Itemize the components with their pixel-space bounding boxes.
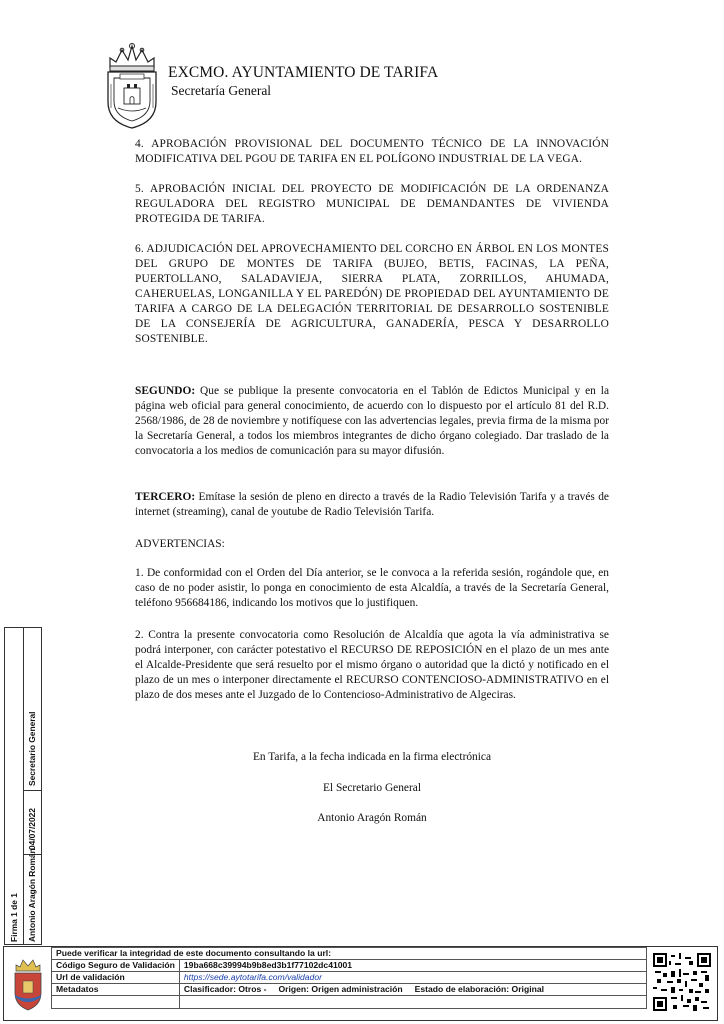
segundo-paragraph [135,384,609,459]
coat-of-arms-icon [100,38,164,130]
agenda-item-4: 4. APROBACIÓN PROVISIONAL DEL DOCUMENTO TÉCNICO DE LA INNOVACIÓN MODIFICATIVA DEL PGOU DE TARIFA EN EL POLÍGONO INDUSTRIAL DE LA VEGA. [135,138,609,165]
page-subtitle: Secretaría General [171,83,272,98]
closing-name: Antonio Aragón Román [317,812,427,824]
url-label: Url de validación [52,972,180,984]
signer-role: Secretario General [27,711,37,786]
meta-estado: Estado de elaboración: Original [414,984,545,994]
advertencia-1: 1. De conformidad con el Orden del Día anterior, se le convoca a la referida sesión, rogándole que, en caso de no poder asistir, lo ponga en conocimiento de esta Alcaldía, a través de la Secretaría General, teléfono 956684186, indicando los motivos que lo justifiquen. [135,567,609,609]
signature-strip [4,627,42,945]
verification-footer [3,946,718,1021]
segundo-label: SEGUNDO: [135,385,196,397]
advertencias-heading: ADVERTENCIAS: [135,538,225,550]
closing-role: El Secretario General [322,782,422,794]
verification-table [51,947,647,1009]
tercero-text: Emítase la sesión de pleno en directo a través de la Radio Televisión Tarifa y a través de internet (streaming), canal de youtube de Radio Televisión Tarifa. [135,491,609,518]
signature-strip-divider [23,790,41,791]
segundo-text: Que se publique la presente convocatoria en el Tablón de Edictos Municipal y en la página web oficial para general conocimiento, de acuerdo con lo dispuesto por el artículo 81 del R.D. 2568/1986, de 28 de noviembre y notifíquese con las advertencias legales, previa firma de la misma por la Secretaría General, a todos los miembros integrantes de dicho órgano colegiado. Dar traslado de la convocatoria a los medios de comunicación para su mayor difusión. [135,385,609,457]
empty-cell [179,996,646,1009]
meta-clasificador: Clasificador: Otros - [183,984,267,994]
signature-count: Firma 1 de 1 [9,893,19,942]
meta-origen: Origen: Origen administración [278,984,403,994]
tercero-paragraph [135,490,609,520]
agenda-item-5: 5. APROBACIÓN INICIAL DEL PROYECTO DE MODIFICACIÓN DE LA ORDENANZA REGULADORA DEL REGISTRO MUNICIPAL DE DEMANDANTES DE VIVIENDA PROTEGIDA DE TARIFA. [135,183,609,225]
meta-values [179,984,646,996]
signature-date: 04/07/2022 [27,808,37,850]
csv-value: 19ba668c39994b9b8ed3b1f77102dc41001 [179,960,646,972]
qr-code-icon[interactable] [653,953,711,1011]
verify-text: Puede verificar la integridad de este documento consultando la url: [52,948,647,960]
validation-url-link[interactable]: https://sede.aytotarifa.com/validador [179,972,646,984]
tercero-label: TERCERO: [135,491,196,503]
closing-place: En Tarifa, a la fecha indicada en la firma electrónica [252,751,492,763]
signer-name: Antonio Aragón Román [27,848,37,942]
page-title: EXCMO. AYUNTAMIENTO DE TARIFA [168,64,439,81]
coat-of-arms-icon [10,955,46,1013]
agenda-item-6: 6. ADJUDICACIÓN DEL APROVECHAMIENTO DEL CORCHO EN ÁRBOL EN LOS MONTES DEL GRUPO DE MONTES DE TARIFA (BUJEO, BETIS, FACINAS, LA PEÑA, PUERTOLLANO, SALADAVIEJA, SIERRA PLATA, ZORRILLOS, AHUMADA, CAHERUELAS, LONGANILLA Y EL PAREDÓN) DE PROPIEDAD DEL AYUNTAMIENTO DE TARIFA A CARGO DE LA DELEGACIÓN TERRITORIAL DE DESARROLLO SOSTENIBLE DE LA CONSEJERÍA DE AGRICULTURA, GANADERÍA, PESCA Y DESARROLLO SOSTENIBLE. [135,243,609,345]
empty-cell [52,996,180,1009]
advertencia-2: 2. Contra la presente convocatoria como Resolución de Alcaldía que agota la vía administrativa se podrá interponer, con carácter potestativo el RECURSO DE REPOSICIÓN en el plazo de un mes ante el Alcalde-Presidente que será resuelto por el mismo órgano o autoridad que la dictó y notificado en el plazo de un mes o interponer directamente el RECURSO CONTENCIOSO-ADMINISTRATIVO en el plazo de dos meses ante el Juzgado de lo Contencioso-Administrativo de Algeciras. [135,629,609,701]
meta-label: Metadatos [52,984,180,996]
csv-label: Código Seguro de Validación [52,960,180,972]
